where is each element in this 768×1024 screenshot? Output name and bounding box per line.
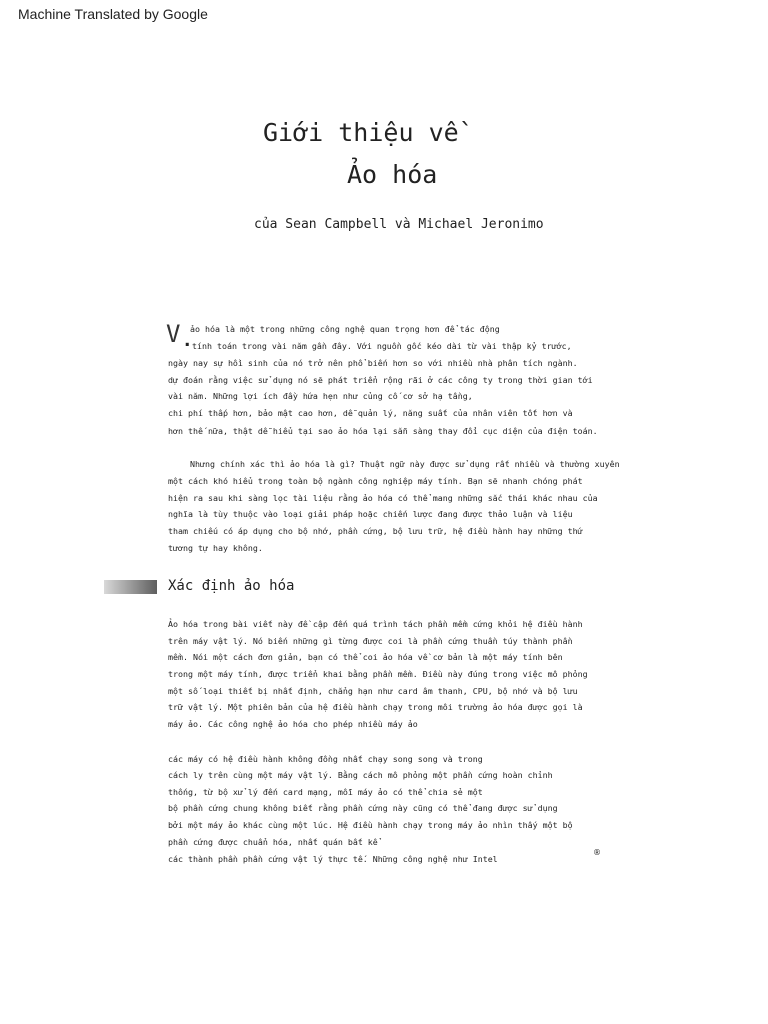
intro-line: tính toán trong vài năm gần đây. Với nguồn gốc kéo dài từ vài thập kỷ trước, [192, 341, 572, 351]
intro-line: ảo hóa là một trong những công nghệ quan trọng hơn để tác động [190, 324, 500, 334]
section-paragraph1-line: mềm. Nói một cách đơn giản, bạn có thể coi ảo hóa về cơ bản là một máy tính bên [168, 652, 563, 662]
section-paragraph2-line: các thành phần phần cứng vật lý thực tế. Những công nghệ như Intel [168, 854, 498, 864]
section-heading: Xác định ảo hóa [168, 578, 295, 594]
page-title-line2: Ảo hóa [347, 160, 438, 189]
paragraph2-line: Nhưng chính xác thì ảo hóa là gì? Thuật ngữ này được sử dụng rất nhiều và thường xuyên [190, 459, 620, 469]
intro-line: hơn thế nữa, thật dễ hiểu tại sao ảo hóa lại sẵn sàng thay đổi cục diện của điện toán. [168, 426, 598, 436]
section-paragraph1-line: Ảo hóa trong bài viết này đề cập đến quá trình tách phần mềm cứng khỏi hệ điều hành [168, 619, 583, 629]
page-title-line1: Giới thiệu về [263, 118, 459, 147]
section-paragraph1-line: trong một máy tính, được triển khai bằng phần mềm. Điều này đúng trong việc mô phỏng [168, 669, 588, 679]
paragraph2-line: nghĩa là tùy thuộc vào loại giải pháp hoặc chiến lược đang được thảo luận và liệu [168, 509, 573, 519]
paragraph2-line: tương tự hay không. [168, 543, 263, 553]
paragraph2-line: tham chiếu có áp dụng cho bộ nhớ, phần cứng, bộ lưu trữ, hệ điều hành hay những thứ [168, 526, 583, 536]
paragraph2-line: một cách khó hiểu trong toàn bộ ngành công nghiệp máy tính. Bạn sẽ nhanh chóng phát [168, 476, 583, 486]
drop-cap: V [166, 320, 181, 348]
section-paragraph1-line: trữ vật lý. Một phiên bản của hệ điều hành chạy trong môi trường ảo hóa được gọi là [168, 702, 583, 712]
registered-trademark-mark: ® [593, 848, 601, 857]
section-paragraph1-line: máy ảo. Các công nghệ ảo hóa cho phép nhiều máy ảo [168, 719, 418, 729]
paragraph2-line: hiện ra sau khi sàng lọc tài liệu rằng ảo hóa có thể mang những sắc thái khác nhau của [168, 493, 598, 503]
section-paragraph2-line: các máy có hệ điều hành không đồng nhất chạy song song và trong [168, 754, 483, 764]
section-paragraph2-line: bởi một máy ảo khác cùng một lúc. Hệ điều hành chạy trong máy ảo nhìn thấy một bộ [168, 820, 573, 830]
machine-translated-banner: Machine Translated by Google [18, 6, 208, 22]
drop-cap-dot: . [184, 331, 191, 351]
section-marker-bar [104, 580, 157, 594]
section-paragraph1-line: một số loại thiết bị nhất định, chẳng hạn như card âm thanh, CPU, bộ nhớ và bộ lưu [168, 686, 578, 696]
section-paragraph1-line: trên máy vật lý. Nó biến những gì từng được coi là phần cứng thuần túy thành phần [168, 636, 573, 646]
section-paragraph2-line: phần cứng được chuẩn hóa, nhất quán bất kể [168, 837, 378, 847]
authors-byline: của Sean Campbell và Michael Jeronimo [254, 217, 544, 232]
intro-line: ngày nay sự hồi sinh của nó trở nên phổ biến hơn so với nhiều nhà phân tích ngành. [168, 358, 578, 368]
section-paragraph2-line: cách ly trên cùng một máy vật lý. Bằng cách mô phỏng một phần cứng hoàn chỉnh [168, 770, 553, 780]
intro-line: vài năm. Những lợi ích đầy hứa hẹn như củng cố cơ sở hạ tầng, [168, 391, 473, 401]
intro-line: chi phí thấp hơn, bảo mật cao hơn, dễ quản lý, năng suất của nhân viên tốt hơn và [168, 408, 573, 418]
section-paragraph2-line: bộ phần cứng chung không biết rằng phần cứng này cũng có thể đang được sử dụng [168, 803, 558, 813]
intro-line: dự đoán rằng việc sử dụng nó sẽ phát triển rộng rãi ở các công ty trong thời gian tới [168, 375, 593, 385]
section-paragraph2-line: thống, từ bộ xử lý đến card mạng, mỗi máy ảo có thể chia sẻ một [168, 787, 483, 797]
